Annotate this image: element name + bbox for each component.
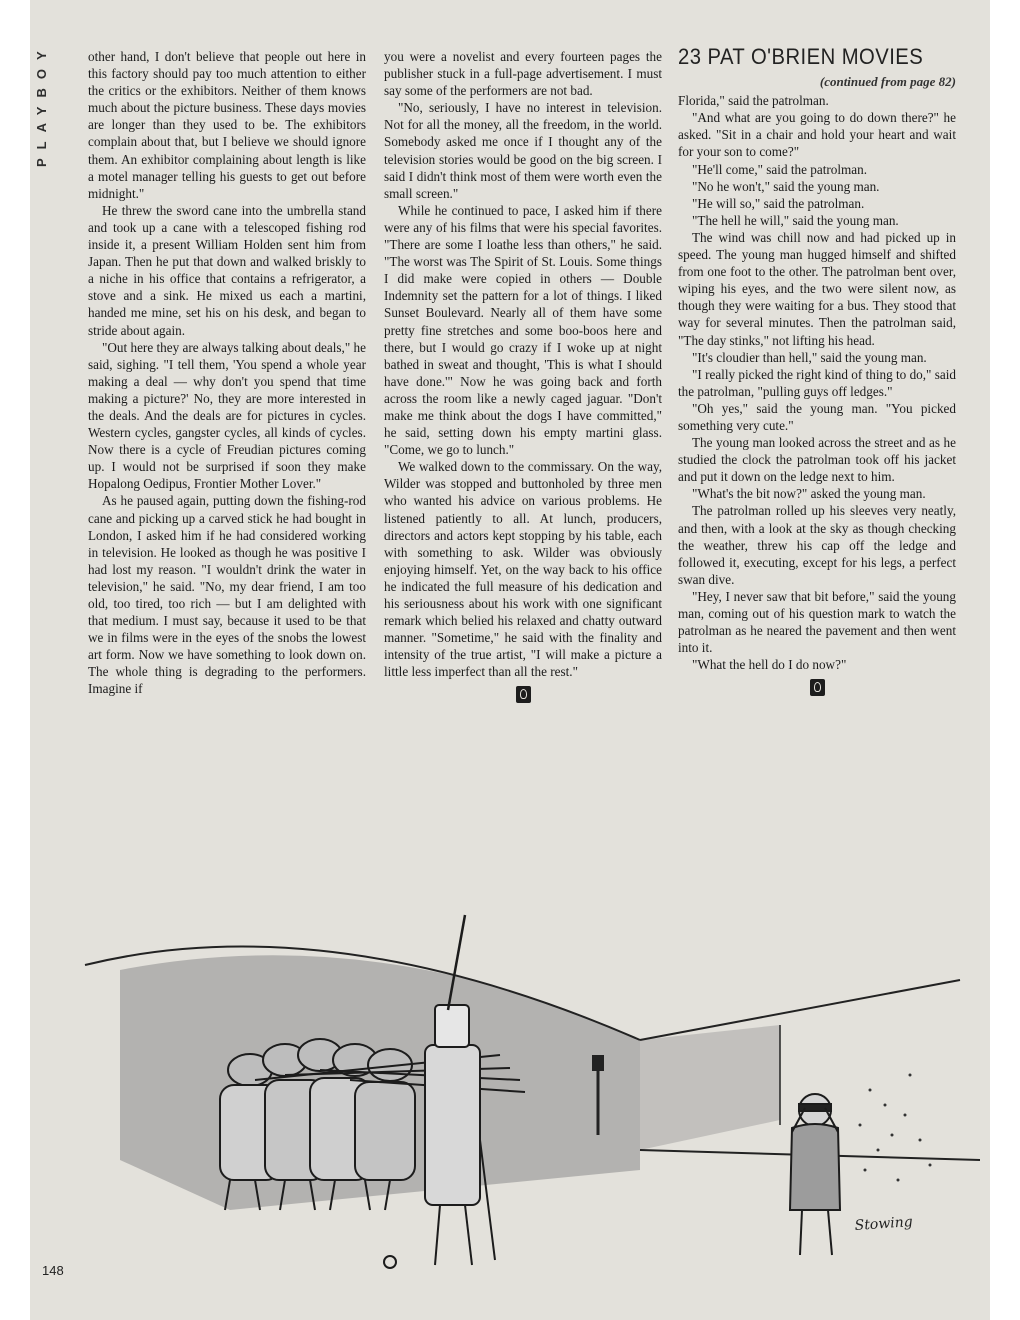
paragraph: While he continued to pace, I asked him if there were any of his films that were his special favorites. "There are some I loathe less than others," he said. "The worst was The Spirit of St. Louis. Some things I did make were copied in others — Double Indemnity set the pattern for a lot of things. I liked Sunset Boulevard. Nearly all of them have some pretty fine stretches and some boo-boos here and there, but I would go crazy if I woke up at night bathed in sweat and thought, 'This is what I should have done.'" Now he was going back and forth across the room like a newly caged jaguar. "Don't make me think about the dogs I have committed," he said, setting down his empty martini glass. "Come, we go to lunch.": [384, 202, 662, 458]
paragraph: The patrolman rolled up his sleeves very neatly, and then, with a look at the sky as though checking the weather, threw his cap off the ledge and followed it, executing, except for his legs, a perfect swan dive.: [678, 503, 956, 587]
paragraph: "He'll come," said the patrolman.: [692, 161, 868, 177]
story-title: 23 PAT O'BRIEN MOVIES: [678, 44, 924, 69]
cartoon-illustration: [80, 910, 980, 1290]
paragraph: He threw the sword cane into the umbrella stand and took up a cane with a telescoped fishing rod inside it, a present William Holden sent him from Japan. Then he put that down and walked briskly to a niche in his office that contains a refrigerator, a stove and a sink. He mixed us each a martini, handed me mine, set his on his desk, and began to stride about again.: [88, 202, 366, 338]
paragraph: "Out here they are always talking about deals," he said, sighing. "I tell them, 'You spend a whole year making a deal — why don't you spend that time making a picture?' No, they are more interested in the deals. And the deals are for pictures in cycles. Western cycles, gangster cycles, all kinds of cycles. Now there is a cycle of Freudian pictures coming up. I would not be surprised if soon they make Hopalong Oedipus, Frontier Mother Lover.": [88, 339, 366, 492]
paragraph: The wind was chill now and had picked up in speed. The young man hugged himself and shifted from one foot to the other. The patrolman bent over, wiping his eyes, and the two were silent now, as though they were waiting for a bus. They stood that way for several minutes. Then the patrolman said, "The day stinks," not lifting his head.: [678, 229, 956, 348]
scatter-dots: [859, 1074, 932, 1182]
paragraph: "I really picked the right kind of thing to do," said the patrolman, "pulling guys off ledges.": [678, 366, 956, 399]
paragraph: "No, seriously, I have no interest in television. Not for all the money, all the freedom, in the world. Somebody asked me once if I thought any of the television stories would be good on the big screen. I said I didn't think most of them were worth even the small screen.": [384, 100, 662, 201]
page-number: 148: [42, 1263, 64, 1278]
paragraph: "The hell he will," said the young man.: [692, 212, 899, 228]
corridor-shading: [640, 1025, 780, 1150]
paragraph: As he paused again, putting down the fishing-rod cane and picking up a carved stick he had bought in London, I asked him if he had considered working in television. He looked as though he was positive I had lost my reason. "I wouldn't drink the water in television," he said. "No, my dear friend, I am too old, too tired, too rich — but I am delighted with that medium. I must say, because it used to be that we in films were in the eyes of the snobs the lowest art form. Now we have something to look down on. The whole thing is degrading to the performers. Imagine if: [88, 493, 366, 697]
artist-signature: Stowing: [854, 1213, 914, 1234]
column-1: [88, 48, 366, 698]
paragraph: "No he won't," said the young man.: [692, 178, 880, 194]
paragraph: "Hey, I never saw that bit before," said the young man, coming out of his question mark to watch the patrolman as he neared the pavement and then went into it.: [678, 588, 956, 656]
paragraph: you were a novelist and every fourteen pages the publisher stuck in a full-page advertisement. I must say some of the performers are not bad.: [384, 49, 662, 99]
paragraph: The young man looked across the street and as he studied the clock the patrolman took off his jacket and put it down on the ledge next to him.: [678, 435, 956, 485]
paragraph: "What's the bit now?" asked the young man.: [692, 486, 926, 502]
paragraph: "He will so," said the patrolman.: [692, 195, 865, 211]
column-3: [678, 44, 956, 696]
end-mark-bunny-icon: [516, 686, 531, 703]
paragraph: "And what are you going to do down there?" he asked. "Sit in a chair and hold your heart and wait for your son to come?": [678, 110, 956, 160]
paragraph: other hand, I don't believe that people out here in this factory should pay too much attention to either the critics or the exhibitors. Neither of them knows much about the picture business. These days movies are longer than they used to be. The exhibitors complain about that, but I believe we should ignore them. An exhibitor complaining about length is like a motel manager telling his guests to get out before midnight.": [88, 49, 366, 201]
paragraph: "It's cloudier than hell," said the young man.: [692, 349, 927, 365]
column-2: [384, 48, 662, 703]
paragraph: Florida," said the patrolman.: [678, 93, 829, 109]
magazine-name: PLAYBOY: [34, 42, 49, 167]
blindfolded-man-figure: [790, 1094, 840, 1255]
end-mark-bunny-icon: [810, 679, 825, 696]
magazine-page: [30, 0, 990, 1320]
continued-note: (continued from page 82): [819, 74, 956, 90]
paragraph: "What the hell do I do now?": [692, 657, 847, 673]
paragraph: We walked down to the commissary. On the way, Wilder was stopped and buttonholed by three men who wanted his advice on various problems. He listened patiently to all. At lunch, producers, directors and actors kept stopping by his table, each with something to ask. Wilder was obviously enjoying himself. Yet, on the way back to his office he indicated the full measure of his dedication and his seriousness about his work with one significant remark which belied his relaxed and chatty outward manner. "Sometime," he said with the finality and intensity of the true artist, "I will make a picture a little less imperfect than all the rest.": [384, 459, 662, 680]
paragraph: "Oh yes," said the young man. "You picked something very cute.": [678, 400, 956, 433]
